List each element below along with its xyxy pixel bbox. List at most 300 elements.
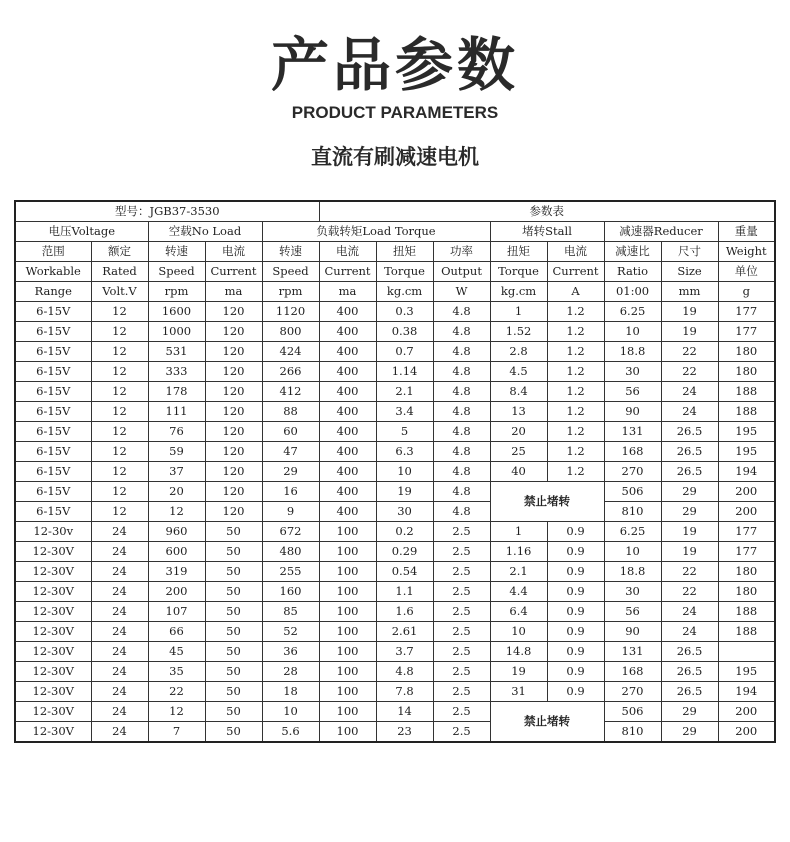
- table-cell: 2.5: [433, 562, 490, 582]
- table-cell: 50: [205, 642, 262, 662]
- table-cell: 24: [661, 602, 718, 622]
- table-cell: 22: [661, 562, 718, 582]
- table-cell: 12-30V: [15, 602, 91, 622]
- table-cell: 50: [205, 662, 262, 682]
- table-cell: 6-15V: [15, 322, 91, 342]
- header-cell: 01:00: [604, 282, 661, 302]
- table-cell: 4.8: [433, 502, 490, 522]
- table-cell: 8.4: [490, 382, 547, 402]
- table-cell: 90: [604, 402, 661, 422]
- header-cell: ma: [205, 282, 262, 302]
- group-load-torque: 负载转矩Load Torque: [262, 222, 490, 242]
- table-cell: 24: [91, 562, 148, 582]
- table-row: [15, 442, 775, 462]
- table-cell: 100: [319, 562, 376, 582]
- table-cell: 4.8: [433, 362, 490, 382]
- model-cell: 型号：JGB37-3530: [15, 201, 319, 222]
- table-cell: 50: [205, 622, 262, 642]
- table-row: [15, 622, 775, 642]
- table-cell: 120: [205, 482, 262, 502]
- table-cell: 35: [148, 662, 205, 682]
- table-cell: 12-30V: [15, 662, 91, 682]
- table-cell: 24: [91, 682, 148, 702]
- table-cell: 4.4: [490, 582, 547, 602]
- table-row: [15, 302, 775, 322]
- group-stall: 堵转Stall: [490, 222, 604, 242]
- table-cell: 24: [91, 522, 148, 542]
- parameter-table: [14, 200, 776, 743]
- header-cell: rpm: [262, 282, 319, 302]
- table-cell: 10: [604, 322, 661, 342]
- table-cell: 23: [376, 722, 433, 743]
- header-cell: g: [718, 282, 775, 302]
- table-cell: 400: [319, 342, 376, 362]
- table-cell: 6.25: [604, 302, 661, 322]
- table-cell: 1.52: [490, 322, 547, 342]
- table-cell: 19: [661, 522, 718, 542]
- table-cell: 120: [205, 322, 262, 342]
- table-cell: 6-15V: [15, 342, 91, 362]
- header-cell: Weight: [718, 242, 775, 262]
- table-cell: 30: [604, 582, 661, 602]
- table-cell: 22: [661, 362, 718, 382]
- table-cell: 100: [319, 682, 376, 702]
- table-row: [15, 502, 775, 522]
- table-cell: 60: [262, 422, 319, 442]
- table-cell: 6-15V: [15, 482, 91, 502]
- table-cell: 26.5: [661, 662, 718, 682]
- table-cell: 6-15V: [15, 422, 91, 442]
- table-cell: 0.54: [376, 562, 433, 582]
- header-cell: Current: [319, 262, 376, 282]
- table-cell: 22: [661, 582, 718, 602]
- header-cell: Current: [547, 262, 604, 282]
- table-cell: 0.9: [547, 522, 604, 542]
- header-cell: Current: [205, 262, 262, 282]
- table-cell: 2.5: [433, 622, 490, 642]
- table-cell: 100: [319, 642, 376, 662]
- header-cell: 额定: [91, 242, 148, 262]
- table-cell: 18.8: [604, 342, 661, 362]
- table-cell: 4.8: [433, 342, 490, 362]
- header-cell: 电流: [547, 242, 604, 262]
- table-cell: 19: [376, 482, 433, 502]
- table-cell: 412: [262, 382, 319, 402]
- table-cell: 120: [205, 422, 262, 442]
- table-cell: 26.5: [661, 642, 718, 662]
- table-cell: 100: [319, 662, 376, 682]
- table-cell: 24: [661, 382, 718, 402]
- table-cell: 29: [661, 482, 718, 502]
- table-cell: 195: [718, 442, 775, 462]
- table-cell: 76: [148, 422, 205, 442]
- header-row-en: [15, 262, 775, 282]
- table-cell: 120: [205, 382, 262, 402]
- table-cell: 56: [604, 382, 661, 402]
- table-cell: 1.1: [376, 582, 433, 602]
- header-cell: 减速比: [604, 242, 661, 262]
- table-cell: 800: [262, 322, 319, 342]
- table-cell: 6-15V: [15, 402, 91, 422]
- table-cell: 26.5: [661, 462, 718, 482]
- table-cell: 400: [319, 382, 376, 402]
- table-cell: 50: [205, 542, 262, 562]
- table-row: [15, 522, 775, 542]
- table-row: [15, 562, 775, 582]
- header-cell: 转速: [148, 242, 205, 262]
- table-cell: 19: [661, 302, 718, 322]
- table-cell: 85: [262, 602, 319, 622]
- table-cell: 178: [148, 382, 205, 402]
- table-cell: 10: [604, 542, 661, 562]
- table-cell: 107: [148, 602, 205, 622]
- table-cell: 12: [91, 502, 148, 522]
- table-cell: 160: [262, 582, 319, 602]
- table-cell: 4.8: [433, 442, 490, 462]
- table-cell: 131: [604, 642, 661, 662]
- table-cell: 188: [718, 402, 775, 422]
- header-cell: Torque: [490, 262, 547, 282]
- table-cell: 120: [205, 402, 262, 422]
- table-cell: 45: [148, 642, 205, 662]
- table-cell: 6-15V: [15, 502, 91, 522]
- table-cell: 4.8: [433, 482, 490, 502]
- table-row: [15, 362, 775, 382]
- header-cell: 转速: [262, 242, 319, 262]
- table-cell: 177: [718, 542, 775, 562]
- table-cell: 66: [148, 622, 205, 642]
- table-cell: 12-30V: [15, 582, 91, 602]
- table-cell: 4.8: [433, 462, 490, 482]
- table-cell: 400: [319, 502, 376, 522]
- table-row: [15, 322, 775, 342]
- table-cell: 177: [718, 302, 775, 322]
- table-cell: 2.5: [433, 522, 490, 542]
- table-cell: 1.16: [490, 542, 547, 562]
- table-cell: 12: [91, 302, 148, 322]
- header-cell: 单位: [718, 262, 775, 282]
- table-cell: 195: [718, 422, 775, 442]
- table-cell: 194: [718, 462, 775, 482]
- table-cell: 50: [205, 522, 262, 542]
- table-cell: 131: [604, 422, 661, 442]
- table-cell: 24: [91, 602, 148, 622]
- table-cell: 12: [91, 462, 148, 482]
- table-cell: 180: [718, 362, 775, 382]
- group-reducer: 减速器Reducer: [604, 222, 718, 242]
- header-cell: 电流: [205, 242, 262, 262]
- table-cell: 4.8: [433, 322, 490, 342]
- table-cell: 188: [718, 602, 775, 622]
- table-cell: 177: [718, 322, 775, 342]
- header-row-unit: [15, 282, 775, 302]
- table-cell: 1.2: [547, 302, 604, 322]
- table-cell: 4.8: [433, 422, 490, 442]
- table-cell: 188: [718, 622, 775, 642]
- table-cell: 1000: [148, 322, 205, 342]
- table-cell: 270: [604, 462, 661, 482]
- header-cell: ma: [319, 282, 376, 302]
- table-cell: 0.9: [547, 602, 604, 622]
- table-cell: 600: [148, 542, 205, 562]
- table-cell: 24: [91, 542, 148, 562]
- header-cell: Range: [15, 282, 91, 302]
- header-cell: Volt.V: [91, 282, 148, 302]
- table-cell: 4.8: [433, 302, 490, 322]
- table-cell: 12: [91, 442, 148, 462]
- table-row: [15, 482, 775, 502]
- table-cell: 9: [262, 502, 319, 522]
- table-cell: 5: [376, 422, 433, 442]
- table-cell: 1.2: [547, 422, 604, 442]
- table-cell: 200: [718, 482, 775, 502]
- table-cell: 1.2: [547, 402, 604, 422]
- table-cell: 100: [319, 622, 376, 642]
- table-cell: 180: [718, 562, 775, 582]
- header-cell: Speed: [262, 262, 319, 282]
- table-cell: 20: [148, 482, 205, 502]
- table-cell: 120: [205, 502, 262, 522]
- table-cell: 100: [319, 702, 376, 722]
- table-cell: 2.5: [433, 722, 490, 743]
- stall-banned-cell: 禁止堵转: [490, 702, 604, 743]
- table-cell: 2.1: [376, 382, 433, 402]
- table-cell: 3.4: [376, 402, 433, 422]
- table-cell: 12-30V: [15, 682, 91, 702]
- table-cell: 960: [148, 522, 205, 542]
- header-cell: 扭矩: [490, 242, 547, 262]
- table-cell: 88: [262, 402, 319, 422]
- table-cell: 400: [319, 482, 376, 502]
- product-name: 直流有刷减速电机: [311, 145, 479, 169]
- header-cell: Workable: [15, 262, 91, 282]
- table-row: [15, 722, 775, 743]
- table-cell: 0.9: [547, 562, 604, 582]
- table-cell: 0.3: [376, 302, 433, 322]
- table-cell: 120: [205, 362, 262, 382]
- table-row: [15, 542, 775, 562]
- header-cell: kg.cm: [490, 282, 547, 302]
- stall-banned-cell: 禁止堵转: [490, 482, 604, 522]
- table-cell: 2.5: [433, 682, 490, 702]
- table-cell: 168: [604, 442, 661, 462]
- table-cell: 29: [262, 462, 319, 482]
- table-cell: 2.5: [433, 662, 490, 682]
- table-cell: 29: [661, 722, 718, 743]
- table-cell: 40: [490, 462, 547, 482]
- table-cell: 177: [718, 522, 775, 542]
- table-cell: 12: [91, 342, 148, 362]
- table-cell: 0.7: [376, 342, 433, 362]
- table-cell: 200: [148, 582, 205, 602]
- table-cell: 50: [205, 702, 262, 722]
- table-cell: 0.9: [547, 542, 604, 562]
- table-cell: 200: [718, 702, 775, 722]
- group-weight: 重量: [718, 222, 775, 242]
- table-cell: 12: [91, 382, 148, 402]
- table-cell: 100: [319, 522, 376, 542]
- table-cell: 52: [262, 622, 319, 642]
- table-cell: 12-30V: [15, 722, 91, 743]
- table-cell: 29: [661, 502, 718, 522]
- table-cell: 4.8: [433, 382, 490, 402]
- table-row: [15, 382, 775, 402]
- table-cell: 100: [319, 602, 376, 622]
- table-cell: 2.61: [376, 622, 433, 642]
- table-cell: 12-30V: [15, 702, 91, 722]
- table-cell: 24: [661, 622, 718, 642]
- table-row: [15, 582, 775, 602]
- table-cell: 12: [91, 402, 148, 422]
- table-cell: 100: [319, 722, 376, 743]
- group-no-load: 空载No Load: [148, 222, 262, 242]
- table-cell: 12-30V: [15, 542, 91, 562]
- table-cell: 1: [490, 522, 547, 542]
- table-cell: 672: [262, 522, 319, 542]
- table-cell: 2.5: [433, 582, 490, 602]
- table-cell: 0.9: [547, 582, 604, 602]
- table-cell: 12-30V: [15, 642, 91, 662]
- table-cell: 4.5: [490, 362, 547, 382]
- table-cell: 56: [604, 602, 661, 622]
- table-cell: 14: [376, 702, 433, 722]
- table-cell: 37: [148, 462, 205, 482]
- table-cell: 10: [262, 702, 319, 722]
- table-cell: 195: [718, 662, 775, 682]
- header-cell: kg.cm: [376, 282, 433, 302]
- table-cell: [718, 642, 775, 662]
- table-cell: 7: [148, 722, 205, 743]
- table-cell: 0.9: [547, 642, 604, 662]
- table-cell: 12: [91, 422, 148, 442]
- table-cell: 266: [262, 362, 319, 382]
- table-cell: 480: [262, 542, 319, 562]
- table-cell: 18: [262, 682, 319, 702]
- table-cell: 120: [205, 342, 262, 362]
- table-cell: 0.2: [376, 522, 433, 542]
- table-cell: 424: [262, 342, 319, 362]
- table-cell: 6.4: [490, 602, 547, 622]
- table-cell: 333: [148, 362, 205, 382]
- header-cell: rpm: [148, 282, 205, 302]
- table-cell: 12-30V: [15, 622, 91, 642]
- table-cell: 400: [319, 362, 376, 382]
- header-cell: Size: [661, 262, 718, 282]
- table-cell: 10: [376, 462, 433, 482]
- header-cell: Speed: [148, 262, 205, 282]
- header-row-cn: [15, 242, 775, 262]
- table-cell: 14.8: [490, 642, 547, 662]
- table-cell: 7.8: [376, 682, 433, 702]
- table-cell: 25: [490, 442, 547, 462]
- table-cell: 100: [319, 542, 376, 562]
- header-cell: 范围: [15, 242, 91, 262]
- table-cell: 12: [91, 482, 148, 502]
- table-cell: 200: [718, 722, 775, 743]
- table-cell: 180: [718, 582, 775, 602]
- table-cell: 24: [91, 582, 148, 602]
- table-cell: 0.38: [376, 322, 433, 342]
- table-cell: 400: [319, 302, 376, 322]
- table-title-row: [15, 201, 775, 222]
- table-row: [15, 342, 775, 362]
- table-cell: 24: [91, 622, 148, 642]
- table-cell: 10: [490, 622, 547, 642]
- param-table-cell: 参数表: [319, 201, 775, 222]
- table-cell: 12: [91, 322, 148, 342]
- table-cell: 0.29: [376, 542, 433, 562]
- table-cell: 16: [262, 482, 319, 502]
- table-cell: 6.3: [376, 442, 433, 462]
- table-cell: 50: [205, 582, 262, 602]
- table-cell: 6-15V: [15, 462, 91, 482]
- table-row: [15, 462, 775, 482]
- table-cell: 1.2: [547, 442, 604, 462]
- header-cell: 尺寸: [661, 242, 718, 262]
- table-cell: 18.8: [604, 562, 661, 582]
- header-cell: mm: [661, 282, 718, 302]
- table-cell: 2.5: [433, 702, 490, 722]
- header-cell: 功率: [433, 242, 490, 262]
- table-cell: 6-15V: [15, 362, 91, 382]
- table-cell: 26.5: [661, 682, 718, 702]
- table-cell: 111: [148, 402, 205, 422]
- table-cell: 13: [490, 402, 547, 422]
- table-cell: 506: [604, 482, 661, 502]
- header-cell: 电流: [319, 242, 376, 262]
- table-row: [15, 402, 775, 422]
- table-cell: 400: [319, 322, 376, 342]
- table-cell: 31: [490, 682, 547, 702]
- table-cell: 19: [661, 322, 718, 342]
- table-cell: 1.2: [547, 322, 604, 342]
- table-cell: 810: [604, 722, 661, 743]
- table-cell: 20: [490, 422, 547, 442]
- table-cell: 270: [604, 682, 661, 702]
- table-cell: 24: [91, 722, 148, 743]
- table-cell: 19: [661, 542, 718, 562]
- header-cell: A: [547, 282, 604, 302]
- table-row: [15, 662, 775, 682]
- table-cell: 400: [319, 462, 376, 482]
- header-cell: 扭矩: [376, 242, 433, 262]
- table-cell: 0.9: [547, 682, 604, 702]
- table-cell: 19: [490, 662, 547, 682]
- group-voltage: 电压Voltage: [15, 222, 148, 242]
- table-cell: 506: [604, 702, 661, 722]
- table-cell: 531: [148, 342, 205, 362]
- table-cell: 168: [604, 662, 661, 682]
- header-cell: Rated: [91, 262, 148, 282]
- table-cell: 26.5: [661, 422, 718, 442]
- table-cell: 200: [718, 502, 775, 522]
- table-cell: 0.9: [547, 662, 604, 682]
- table-cell: 12: [148, 502, 205, 522]
- table-cell: 1: [490, 302, 547, 322]
- table-cell: 2.5: [433, 542, 490, 562]
- table-cell: 24: [91, 702, 148, 722]
- table-row: [15, 422, 775, 442]
- table-cell: 36: [262, 642, 319, 662]
- table-cell: 6-15V: [15, 442, 91, 462]
- table-cell: 1600: [148, 302, 205, 322]
- table-cell: 30: [376, 502, 433, 522]
- table-cell: 6-15V: [15, 382, 91, 402]
- table-cell: 810: [604, 502, 661, 522]
- table-cell: 22: [661, 342, 718, 362]
- table-cell: 194: [718, 682, 775, 702]
- table-cell: 29: [661, 702, 718, 722]
